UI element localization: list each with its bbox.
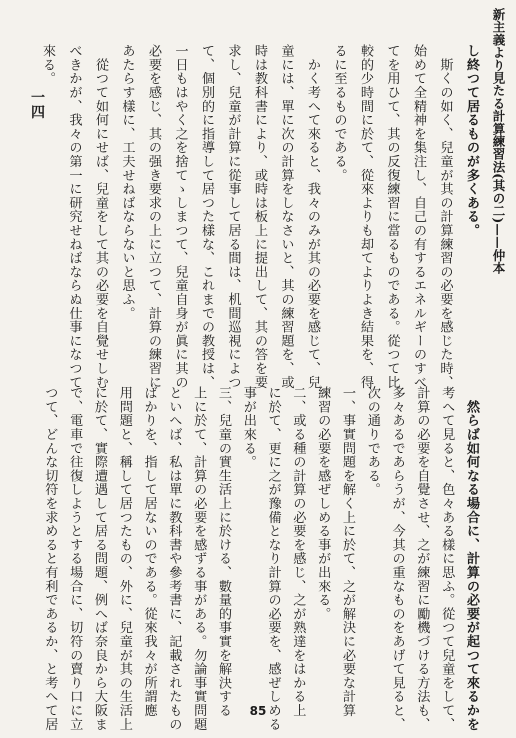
upper-text-column: 必要を感じ、其の强き要求の上に立つて、計算の練習に (146, 44, 161, 389)
lower-text-column: で、電車で往復しようとする場合に、切符の賣り口に立 (67, 386, 83, 731)
upper-text-column: て、個別的に指導して居つた樣な、これまでの教授は、 (199, 44, 214, 389)
lower-text-column: 次の通りである。 (364, 386, 380, 497)
lower-text-column: に於て、更に之が豫備となり計算の必要を、感ぜしめる (265, 386, 281, 731)
upper-text-column: 斯くの如く、兒童が其の計算練習の必要を感じた時、 (437, 44, 453, 389)
lower-text-column: つて、どんな切符を求めると有利であるか、と考へて居 (42, 386, 58, 731)
upper-text-column: あたらす樣に、工夫せねばならないと思ふ。 (119, 44, 135, 320)
upper-text-column: べきかが、我々の第一に研究せねばならぬ仕事になつて (66, 44, 82, 389)
upper-text-column: 較的少時間に於て、從來よりも却てよりよき結果を、得 (358, 44, 373, 389)
upper-text-column: し終つて居るものが多くある。 (464, 44, 479, 238)
upper-text-column: 始めて全精神を集注し、自己の有するエネルギーのすべ (411, 44, 426, 389)
lower-text-column: 然らば如何なる場合に、計算の必要が起つて來るかを (464, 386, 479, 731)
upper-text-column: かく考へて來ると、我々のみが其の必要を感じて、兒 (305, 44, 320, 389)
lower-text-column: 考へて見ると、色々ある樣に思ふ。從つて兒童をして、 (439, 386, 455, 731)
side-section-number: 一四 (29, 90, 45, 120)
lower-text-column: といへば、私は單に教科書や參考書に、記載されたもの (166, 386, 182, 731)
upper-text-column: 一日もはやく之を捨てゝしまつて、兒童自身が眞に其の (172, 44, 188, 389)
lower-text-column: 二、或る種の計算の必要を感じ、之が熟達をはかる上 (290, 386, 306, 718)
upper-text-column: 時は教科書により、或時は板上に提出して、其の答を要 (252, 44, 267, 389)
upper-text-column: 從つて如何にせば、兒童をして其の必要を自覺せしむ (93, 44, 108, 389)
upper-text-column: 童には、單に次の計算をしなさいと、其の練習題を、或 (278, 44, 294, 389)
lower-text-column: 多々あるであらうが、今其の重なものをあげて見ると、 (389, 386, 405, 731)
lower-text-column: 上に於て、計算の必要を感ずる事がある。勿論事實問題 (191, 386, 207, 731)
running-header: 新主義より見たる計算練習法(其の二)——仲本 (491, 8, 506, 275)
page-number: 85 (249, 704, 267, 718)
lower-text-column: 三、兒童の實生活上に於ける、數量的事實を解決する (216, 386, 231, 718)
upper-text-column: 求し、兒童が計算に從事して居る間は、机間巡視によつ (225, 44, 241, 389)
lower-text-column: 一、事實問題を解く上に於て、之が解決に必要な計算 (340, 386, 355, 718)
lower-text-column: 事が出來る。 (240, 386, 256, 469)
lower-text-column: 練習の必要を感ぜしめる事が出來る。 (315, 386, 331, 621)
upper-text-column: るに至るものである。 (331, 44, 347, 182)
upper-text-column: 來る。 (40, 44, 55, 86)
lower-text-column: ばかりを、指して居ないのである。從來我々が所謂應 (141, 386, 157, 718)
lower-text-column: 計算の必要を自覺させ、之が練習に勵機づける方法も、 (414, 386, 430, 731)
upper-text-column: てを用ひて、其の反復練習に當るものである。從つて比 (384, 44, 400, 389)
lower-text-column: 用問題と、稱して居つたもの、外に、兒童が其の生活上 (116, 386, 132, 731)
lower-text-column: に於て、實際遭遇して居る問題、例へば奈良から大阪ま (92, 386, 107, 731)
